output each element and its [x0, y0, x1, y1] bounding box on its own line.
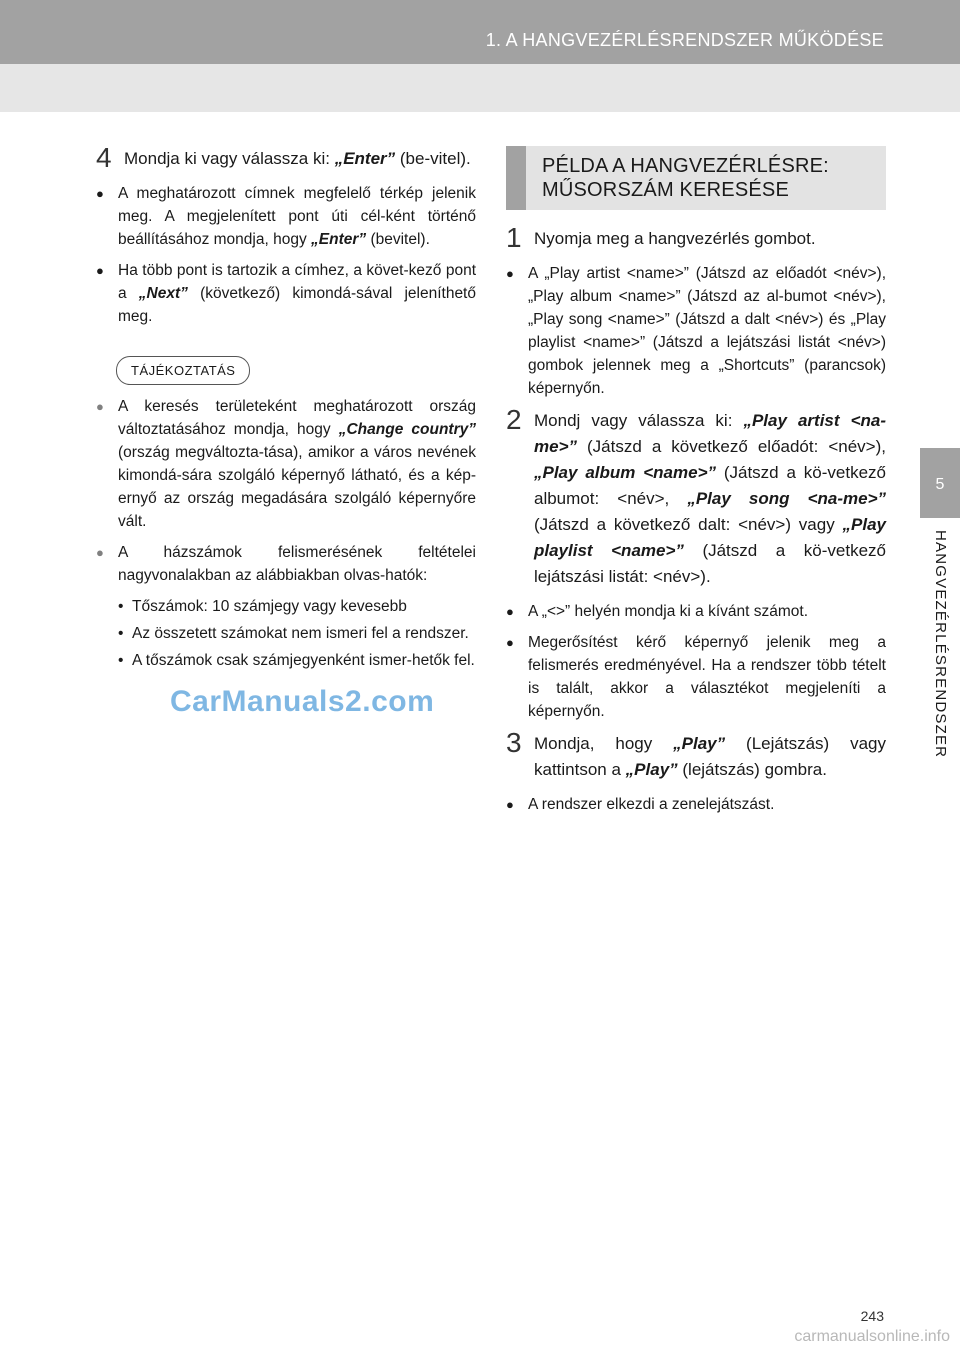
- list-item: ● A „<>” helyén mondja ki a kívánt számot.: [506, 600, 886, 623]
- step-text: Mondj vagy válassza ki: „Play artist <na-me>” (Játszd a következő előadót: <név>), „Play album <name>” (Játszd a kö-vetkező albumot: <név>, „Play song <na-me>” (Játszd a következő dalt: <név>) vagy „Play playlist <name>” (Játszd a kö-vetkező lejátszási listát: <név>).: [534, 411, 886, 586]
- step-number: 3: [506, 727, 522, 758]
- step-2: [506, 404, 886, 590]
- section-heading: [506, 146, 886, 210]
- info-bullet-icon: ●: [96, 545, 104, 560]
- list-item: ● A rendszer elkezdi a zenelejátszást.: [506, 793, 886, 816]
- step-text: Mondja ki vagy válassza ki: „Enter” (be-vitel).: [124, 149, 471, 168]
- step-3: [506, 727, 886, 783]
- list-item: ● A meghatározott címnek megfelelő térkép jelenik meg. A megjelenített pont úti cél-ként történő beállításához mondja, hogy „Enter” (bevitel).: [96, 182, 476, 251]
- step-text: Mondja, hogy „Play” (Lejátszás) vagy kattintson a „Play” (lejátszás) gombra.: [534, 734, 886, 779]
- sub-item: • Tőszámok: 10 számjegy vagy kevesebb: [118, 598, 407, 615]
- step-number: 1: [506, 222, 522, 253]
- info-bullet-icon: ●: [96, 399, 104, 414]
- step-4: [96, 142, 476, 173]
- sub-item: • Az összetett számokat nem ismeri fel a rendszer.: [118, 625, 469, 642]
- section-title: PÉLDA A HANGVEZÉRLÉSRE: MŰSORSZÁM KERESÉSE: [542, 155, 829, 201]
- info-badge: TÁJÉKOZTATÁS: [116, 356, 250, 385]
- step-1: [506, 222, 886, 253]
- watermark: CarManuals2.com: [170, 685, 435, 718]
- info-item: ● A házszámok felismerésének feltételei nagyvonalakban az alábbiakban olvas-hatók:: [96, 541, 476, 587]
- step-text: Nyomja meg a hangvezérlés gombot.: [534, 229, 816, 248]
- bullet-icon: ●: [506, 266, 514, 281]
- header-band: [0, 64, 960, 112]
- list-item: ● Megerősítést kérő képernyő jelenik meg a felismerés eredményével. Ha a rendszer több tételt is talált, akkor a választékot megjeleníti a képernyőn.: [506, 631, 886, 723]
- sub-item: • A tőszámok csak számjegyenként ismer-hetők fel.: [118, 652, 475, 669]
- left-column: [96, 142, 476, 676]
- bullet-icon: ●: [506, 604, 514, 619]
- page-number: 243: [860, 1308, 884, 1324]
- list-item: ● A „Play artist <name>” (Játszd az előadót <név>), „Play album <name>” (Játszd az al-bumot <név>), „Play song <name>” (Játszd a dalt <név>) és „Play playlist <name>” (Játszd a lejátszási listát <név>) gombok jelennek meg a „Shortcuts” (parancsok) képernyőn.: [506, 262, 886, 400]
- step-number: 2: [506, 404, 522, 435]
- section-bar: [506, 146, 526, 210]
- right-column: [506, 146, 886, 824]
- footer-watermark: carmanualsonline.info: [794, 1328, 950, 1345]
- bullet-icon: ●: [506, 635, 514, 650]
- bullet-icon: ●: [506, 797, 514, 812]
- bullet-icon: ●: [96, 186, 104, 201]
- list-item: ● Ha több pont is tartozik a címhez, a követ-kező pont a „Next” (következő) kimondá-sával jeleníthető meg.: [96, 259, 476, 328]
- bullet-icon: ●: [96, 263, 104, 278]
- step-number: 4: [96, 142, 112, 173]
- chapter-tab[interactable]: [920, 448, 960, 518]
- chapter-side-text: HANGVEZÉRLÉSRENDSZER: [932, 530, 949, 759]
- chapter-number: 5: [935, 476, 945, 493]
- chapter-title: 1. A HANGVEZÉRLÉSRENDSZER MŰKÖDÉSE: [485, 30, 884, 50]
- chapter-side-label: [928, 530, 952, 760]
- page-header: [0, 0, 960, 64]
- info-item: ● A keresés területeként meghatározott ország változtatásához mondja, hogy „Change country” (ország megváltozta-tása), amikor a város nevének kimondá-sára szolgáló képernyő látható, és a kép-ernyő az ország megadására szolgáló képernyőre vált.: [96, 395, 476, 533]
